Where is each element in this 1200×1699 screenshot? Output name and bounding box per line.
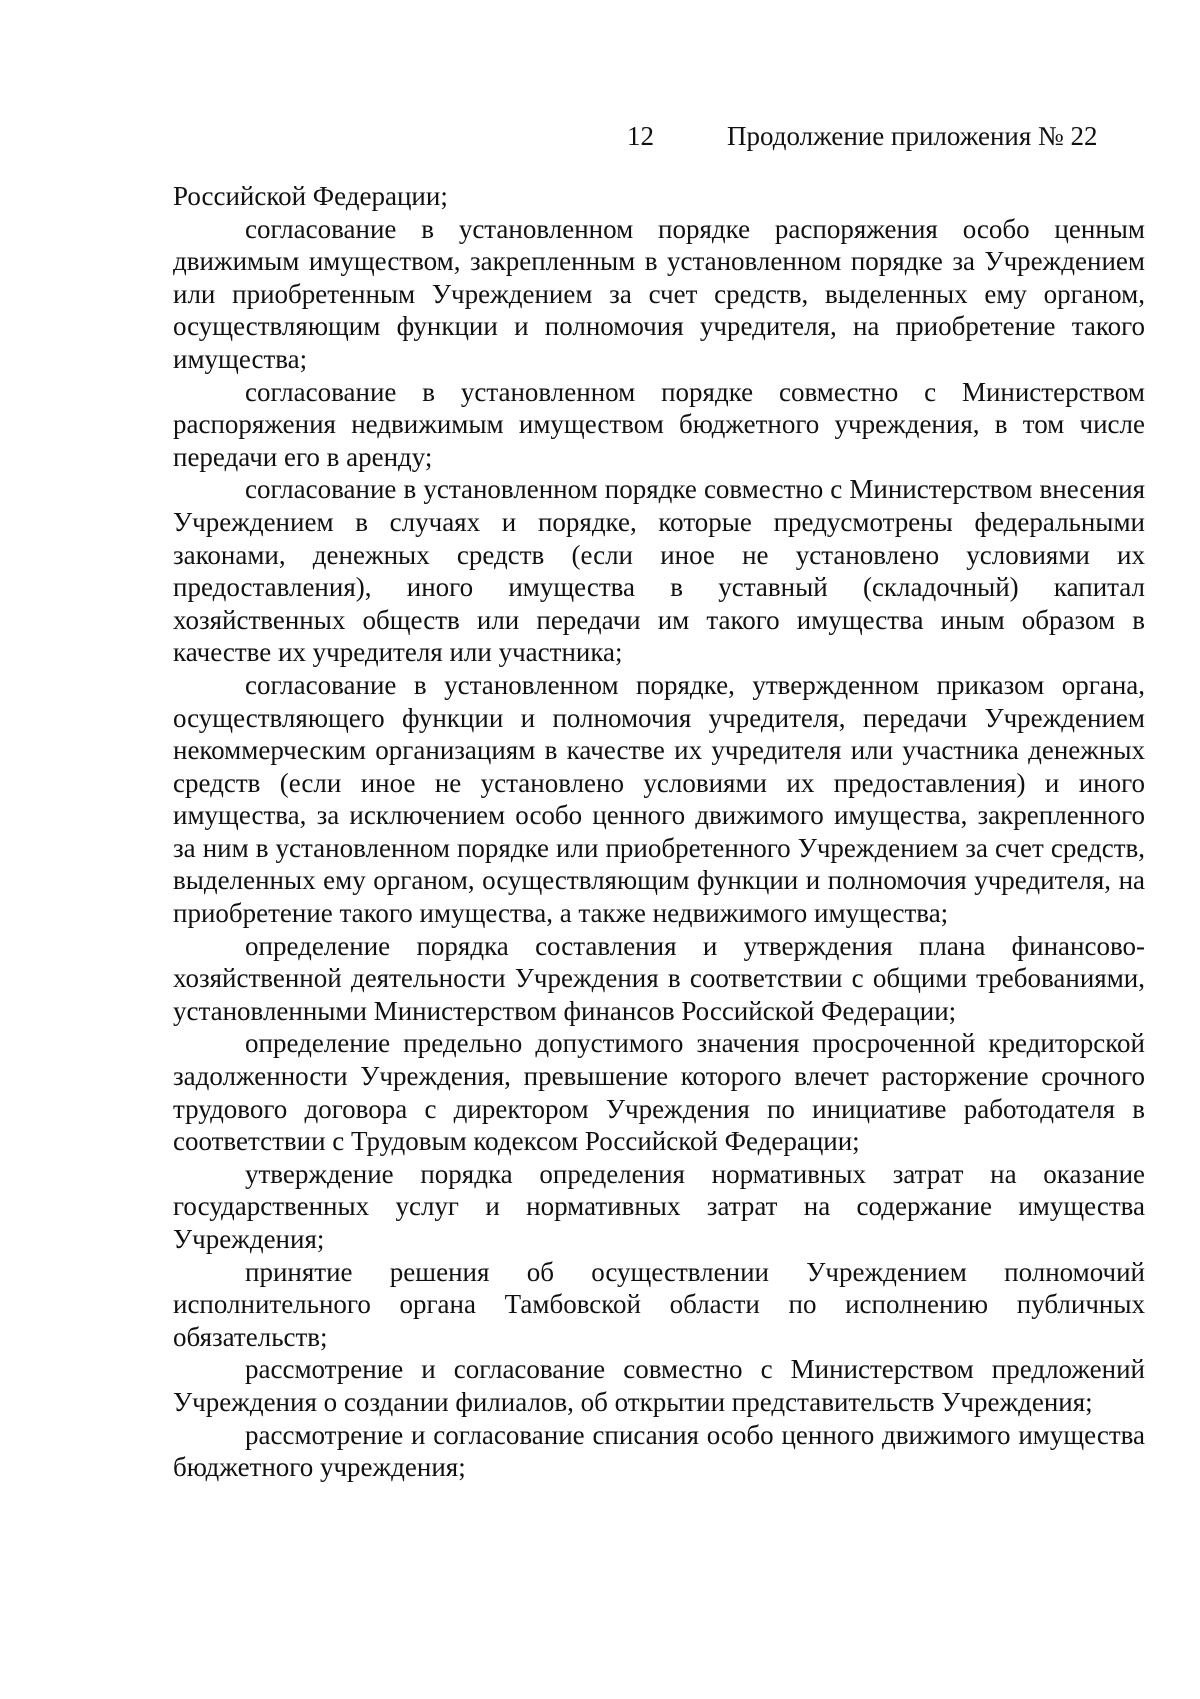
- paragraph: согласование в установленном порядке распоряжения особо ценным движимым имуществом, закрепленным в установленном порядке за Учреждением или приобретенным Учреждением за счет средств, выделенных ему органом, осуществляющим функции и полномочия учредителя, на приобретение такого имущества;: [173, 213, 1145, 374]
- paragraph: утверждение порядка определения нормативных затрат на оказание государственных услуг и нормативных затрат на содержание имущества Учреждения;: [173, 1158, 1145, 1254]
- paragraph: определение порядка составления и утверждения плана финансово-хозяйственной деятельности Учреждения в соответствии с общими требованиями, установленными Министерством финансов Российской Федерации;: [173, 930, 1145, 1026]
- paragraph: согласование в установленном порядке совместно с Министерством распоряжения недвижимым имуществом бюджетного учреждения, в том числе передачи его в аренду;: [173, 376, 1145, 472]
- paragraph: определение предельно допустимого значения просроченной кредиторской задолженности Учреждения, превышение которого влечет расторжение срочного трудового договора с директором Учреждения по инициативе работодателя в соответствии с Трудовым кодексом Российской Федерации;: [173, 1028, 1145, 1157]
- page-header: [0, 118, 1200, 154]
- document-body: [173, 180, 1145, 1484]
- paragraph-continuation: Российской Федерации;: [173, 181, 448, 211]
- paragraph: согласование в установленном порядке совместно с Министерством внесения Учреждением в случаях и порядке, которые предусмотрены федеральными законами, денежных средств (если иное не установлено условиями их предоставления), иного имущества в уставный (складочный) капитал хозяйственных обществ или передачи им такого имущества иным образом в качестве их учредителя или участника;: [173, 474, 1145, 668]
- paragraph: рассмотрение и согласование списания особо ценного движимого имущества бюджетного учреждения;: [173, 1419, 1145, 1483]
- running-title: Продолжение приложения № 22: [727, 121, 1098, 151]
- page-number: 12: [627, 121, 654, 151]
- paragraph: принятие решения об осуществлении Учреждением полномочий исполнительного органа Тамбовской области по исполнению публичных обязательств;: [173, 1256, 1145, 1352]
- paragraph: рассмотрение и согласование совместно с Министерством предложений Учреждения о создании филиалов, об открытии представительств Учреждения;: [173, 1354, 1145, 1417]
- paragraph: согласование в установленном порядке, утвержденном приказом органа, осуществляющего функции и полномочия учредителя, передачи Учреждением некоммерческим организациям в качестве их учредителя или участника денежных средств (если иное не установлено условиями их предоставления) и иного имущества, за исключением особо ценного движимого имущества, закрепленного за ним в установленном порядке или приобретенного Учреждением за счет средств, выделенных ему органом, осуществляющим функции и полномочия учредителя, на приобретение такого имущества, а также недвижимого имущества;: [173, 669, 1145, 929]
